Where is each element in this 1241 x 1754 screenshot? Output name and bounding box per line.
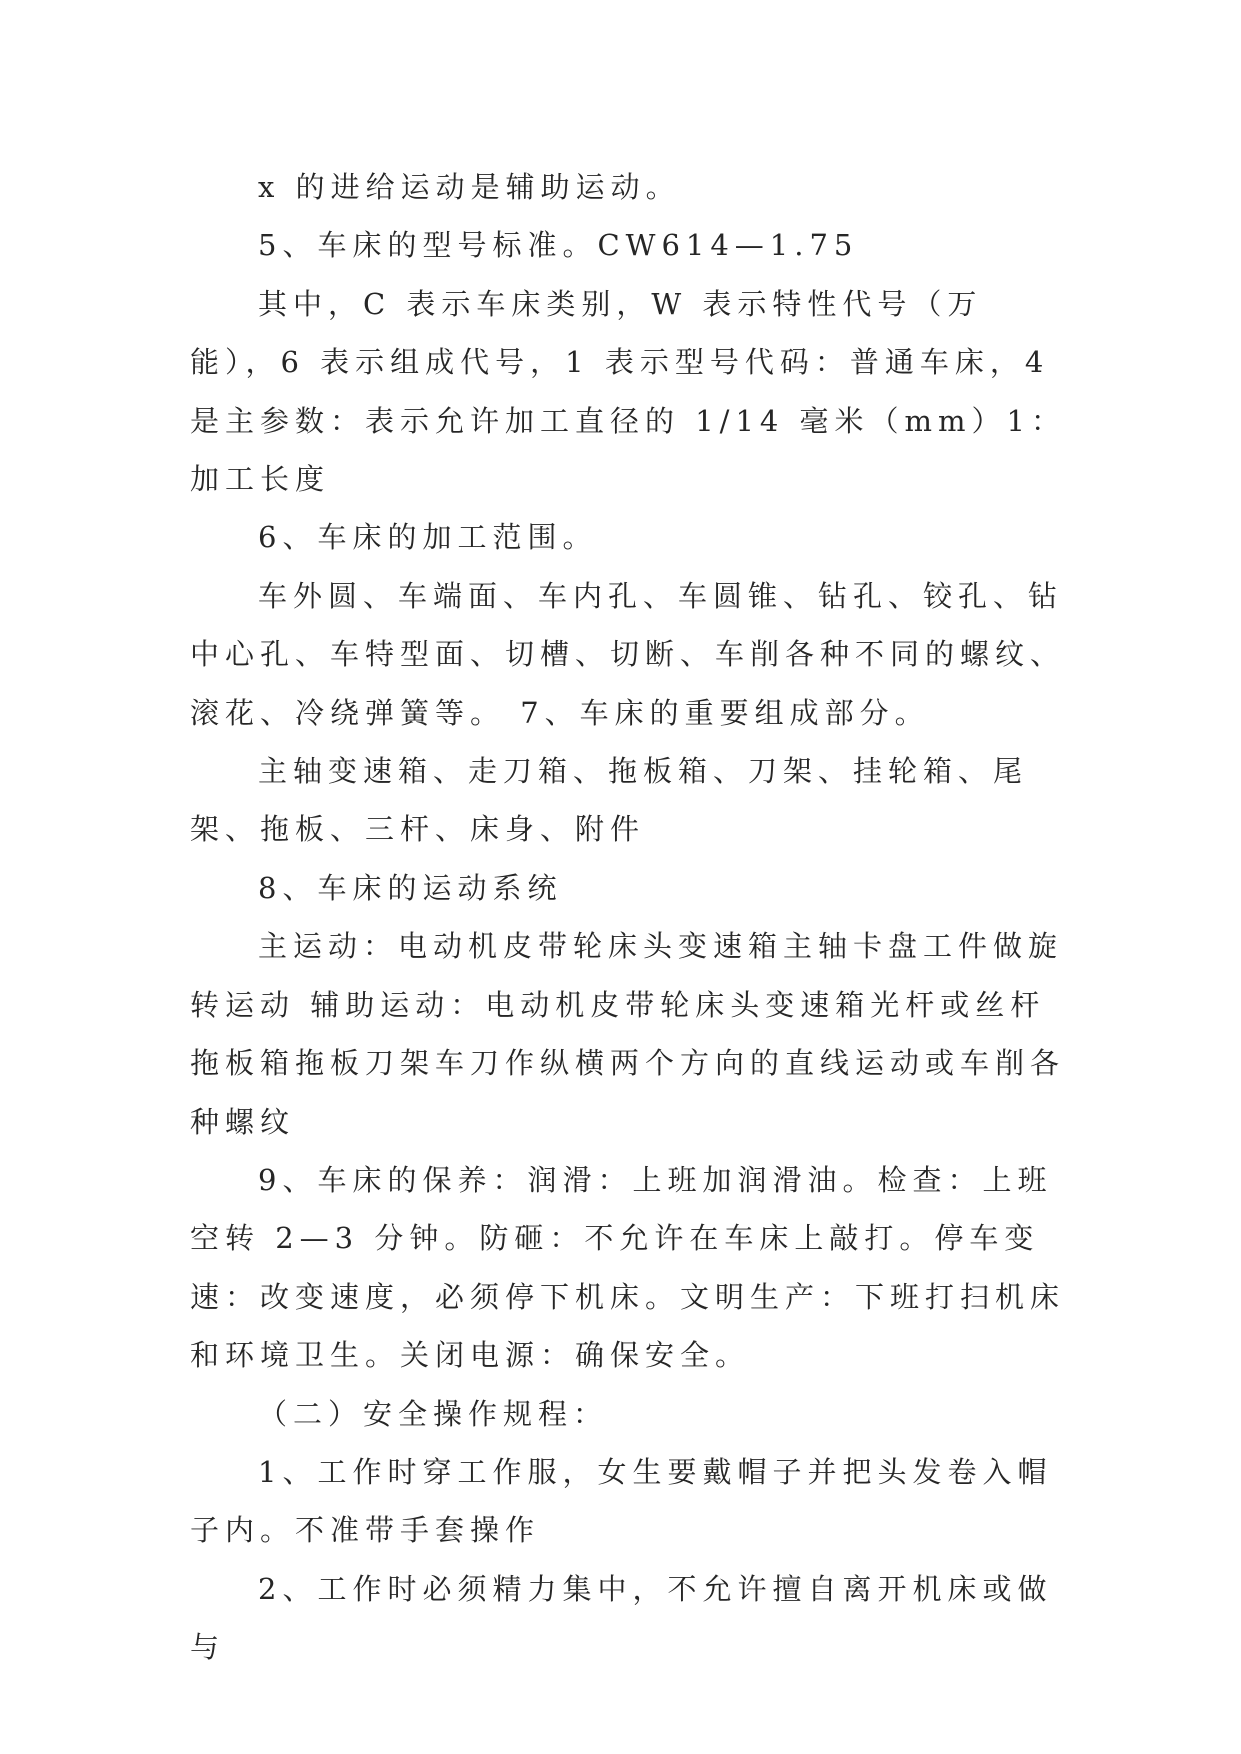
- document-body: [190, 158, 1070, 1677]
- paragraph: 6、车床的加工范围。: [258, 520, 598, 555]
- paragraph: x 的进给运动是辅助运动。: [258, 170, 681, 204]
- paragraph: 其中，C 表示车床类别，W 表示特性代号（万能），6 表示组成代号，1 表示型号代码：普通车床，4 是主参数：表示允许加工直径的 1/14 毫米（mm）1：加工长度: [190, 286, 1067, 497]
- paragraph: 主运动：电动机皮带轮床头变速箱主轴卡盘工件做旋转运动 辅助运动：电动机皮带轮床头变速箱光杆或丝杆拖板箱拖板刀架车刀作纵横两个方向的直线运动或车削各种螺纹: [190, 929, 1066, 1139]
- paragraph: （二）安全操作规程：: [258, 1396, 609, 1431]
- paragraph: 2、工作时必须精力集中，不允许擅自离开机床或做与: [190, 1571, 1053, 1665]
- paragraph: 5、车床的型号标准。CW614—1.75: [258, 228, 859, 263]
- paragraph: 9、车床的保养：润滑：上班加润滑油。检查：上班空转 2—3 分钟。防砸：不允许在车床上敲打。停车变速：改变速度，必须停下机床。文明生产：下班打扫机床和环境卫生。关闭电源：确保安全。: [190, 1162, 1066, 1373]
- paragraph: 1、工作时穿工作服，女生要戴帽子并把头发卷入帽子内。不准带手套操作: [190, 1454, 1053, 1548]
- paragraph: 车外圆、车端面、车内孔、车圆锥、钻孔、铰孔、钻中心孔、车特型面、切槽、切断、车削各种不同的螺纹、滚花、冷绕弹簧等。 7、车床的重要组成部分。: [190, 578, 1066, 730]
- paragraph: 主轴变速箱、走刀箱、拖板箱、刀架、挂轮箱、尾架、拖板、三杆、床身、附件: [190, 754, 1029, 847]
- paragraph: 8、车床的运动系统: [258, 870, 563, 905]
